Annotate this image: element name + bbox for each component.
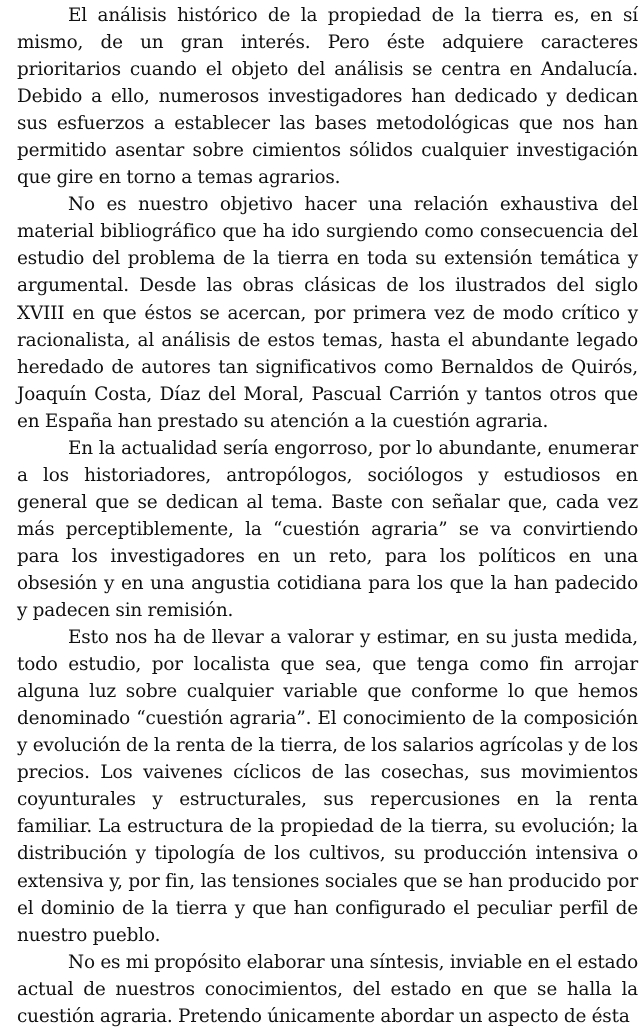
paragraph-4: Esto nos ha de llevar a valorar y estimar, en su justa medida, todo estudio, por localista que sea, que tenga como fin arrojar alguna luz sobre cualquier variable que conforme lo que hemos denominado “cuestión agraria”. El conocimiento de la composición y evolución de la renta de la tierra, de los salarios agrícolas y de los precios. Los vaivenes cíclicos de las cosechas, sus movimientos coyunturales y estructurales, sus repercusiones en la renta familiar. La estructura de la propiedad de la tierra, su evolución; la distribución y tipología de los cultivos, su producción intensiva o extensiva y, por fin, las tensiones sociales que se han producido por el dominio de la tierra y que han configurado el peculiar perfil de nuestro pueblo.	[17, 627, 638, 946]
paragraph-3: En la actualidad sería engorroso, por lo abundante, enumerar a los historiadores, antropólogos, sociólogos y estudiosos en general que se dedican al tema. Baste con señalar que, cada vez más perceptiblemente, la “cuestión agraria” se va convirtiendo para los investigadores en un reto, para los políticos en una obsesión y en una angustia cotidiana para los que la han padecido y padecen sin remisión.	[17, 437, 638, 622]
paragraph-5: No es mi propósito elaborar una síntesis, inviable en el estado actual de nuestros conocimientos, del estado en que se halla la cuestión agraria. Pretendo únicamente abordar un aspecto de ésta	[17, 951, 638, 1027]
document-body	[17, 2, 638, 1030]
paragraph-1: El análisis histórico de la propiedad de la tierra es, en sí mismo, de un gran interés. Pero éste adquiere caracteres prioritarios cuando el objeto del análisis se centra en Andalucía. Debido a ello, numerosos investigadores han dedicado y dedican sus esfuerzos a establecer las bases metodológicas que nos han permitido asentar sobre cimientos sólidos cualquier investigación que gire en torno a temas agrarios.	[17, 5, 638, 189]
paragraph-2: No es nuestro objetivo hacer una relación exhaustiva del material bibliográfico que ha ido surgiendo como consecuencia del estudio del problema de la tierra en toda su extensión temática y argumental. Desde las obras clásicas de los ilustrados del siglo XVIII en que éstos se acercan, por primera vez de modo crítico y racionalista, al análisis de estos temas, hasta el abundante legado heredado de autores tan significativos como Bernaldos de Quirós, Joaquín Costa, Díaz del Moral, Pascual Carrión y tantos otros que en España han prestado su atención a la cuestión agraria.	[17, 194, 638, 432]
